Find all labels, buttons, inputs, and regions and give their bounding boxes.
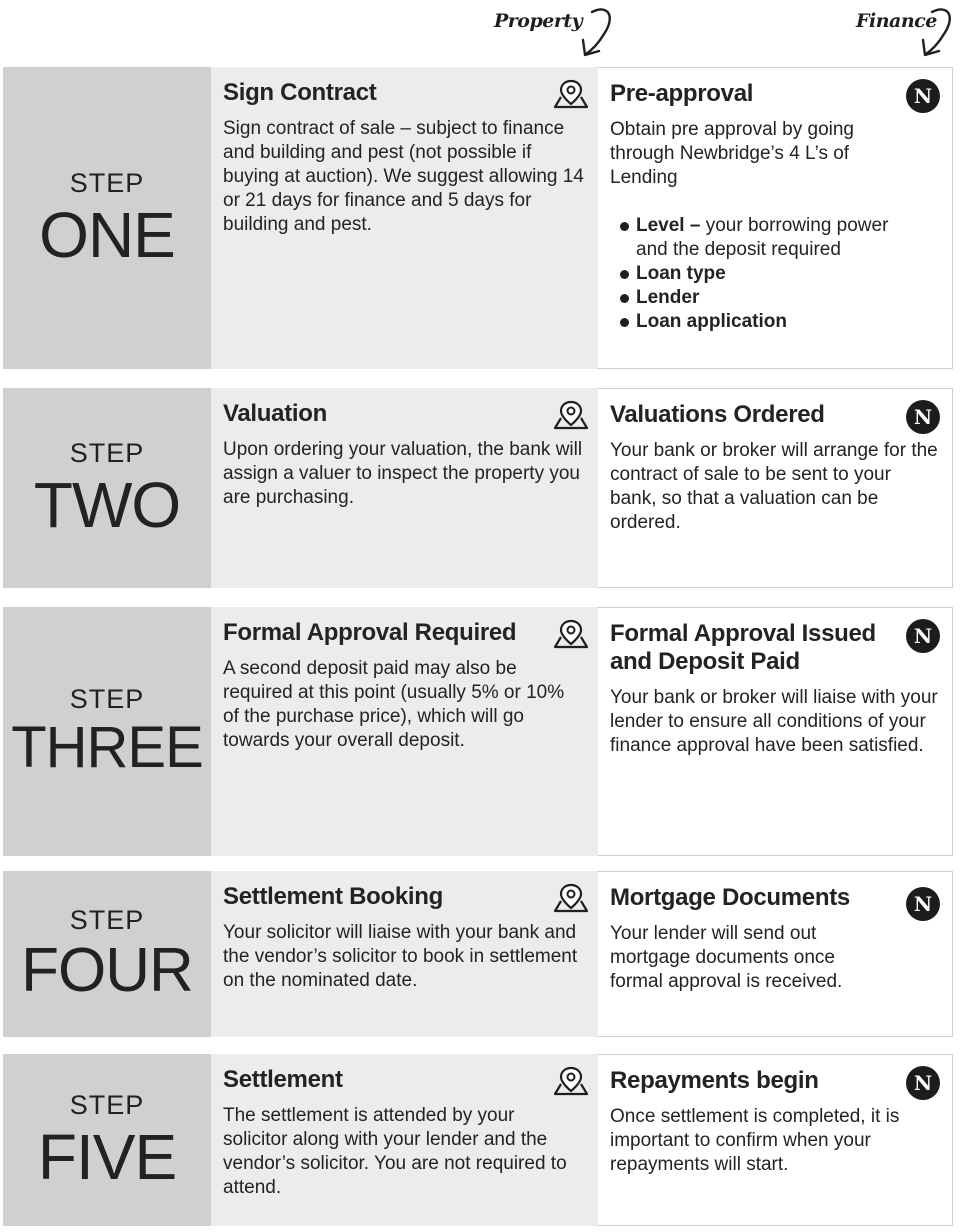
newbridge-logo-icon: N: [906, 619, 940, 653]
step-label: STEP: [69, 167, 145, 198]
property-title: Valuation: [223, 400, 327, 427]
finance-title: [610, 620, 876, 676]
step-label: STEP: [69, 1089, 145, 1120]
property-title: Settlement Booking: [223, 883, 443, 910]
property-panel: [211, 388, 598, 588]
finance-intro: Obtain pre approval by going through Newbridge’s 4 L’s of Lending: [610, 119, 854, 188]
step-row-three: [3, 607, 953, 856]
step-label: STEP: [69, 904, 145, 935]
newbridge-logo-icon: N: [906, 79, 940, 113]
property-description: Upon ordering your valuation, the bank will assign a valuer to inspect the property you are purchasing.: [223, 439, 583, 508]
step-label: STEP: [69, 684, 145, 714]
finance-title: Pre-approval: [610, 80, 754, 107]
list-item: Loan application: [620, 310, 892, 334]
step-label-box: [3, 871, 211, 1037]
newbridge-logo-icon: N: [906, 400, 940, 434]
property-panel: [211, 607, 598, 856]
newbridge-logo-icon: N: [906, 887, 940, 921]
map-pin-icon: [551, 400, 591, 430]
property-description: A second deposit paid may also be required at this point (usually 5% or 10% of the purchase price), which will go towards your overall deposit.: [223, 658, 565, 751]
finance-title: Mortgage Documents: [610, 884, 850, 911]
map-pin-icon: [551, 883, 591, 913]
property-panel: [211, 67, 598, 369]
step-row-five: [3, 1054, 953, 1226]
step-row-one: [3, 67, 953, 369]
finance-panel: [598, 67, 953, 369]
finance-panel: [598, 607, 953, 856]
property-title: Settlement: [223, 1066, 343, 1093]
finance-panel: [598, 871, 953, 1037]
step-label-box: [3, 1054, 211, 1226]
property-title: Formal Approval Required: [223, 619, 517, 646]
property-header-label: Property: [494, 10, 583, 32]
finance-title-line: Formal Approval Issued: [610, 620, 876, 647]
finance-description: Your bank or broker will arrange for the contract of sale to be sent to your bank, so that a valuation can be ordered.: [610, 440, 938, 533]
finance-title: Valuations Ordered: [610, 401, 825, 428]
step-label-box: [3, 388, 211, 588]
finance-description: Once settlement is completed, it is important to confirm when your repayments will start.: [610, 1106, 900, 1175]
property-panel: [211, 871, 598, 1037]
step-row-two: [3, 388, 953, 588]
list-item: Lender: [620, 286, 892, 310]
finance-panel: [598, 388, 953, 588]
newbridge-logo-icon: N: [906, 1066, 940, 1100]
map-pin-icon: [551, 619, 591, 649]
property-description: Your solicitor will liaise with your bank and the vendor’s solicitor to book in settlement on the nominated date.: [223, 922, 578, 991]
property-description: Sign contract of sale – subject to finance and building and pest (not possible if buying at auction). We suggest allowing 14 or 21 days for finance and 5 days for building and pest.: [223, 118, 584, 235]
step-number: THREE: [11, 715, 203, 780]
finance-title: Repayments begin: [610, 1067, 819, 1094]
step-number: FIVE: [37, 1120, 177, 1193]
lending-list: [610, 214, 892, 334]
step-number: FOUR: [21, 935, 193, 1005]
step-number: TWO: [33, 468, 181, 541]
list-item: Loan type: [620, 262, 892, 286]
property-column-header: [494, 4, 624, 60]
finance-description: Your lender will send out mortgage documents once formal approval is received.: [610, 923, 843, 992]
property-panel: [211, 1054, 598, 1226]
finance-column-header: [856, 4, 968, 60]
finance-description: [610, 118, 892, 334]
map-pin-icon: [551, 1066, 591, 1096]
finance-header-label: Finance: [856, 10, 937, 32]
curved-arrow-icon: [578, 4, 618, 60]
map-pin-icon: [551, 79, 591, 109]
property-title: Sign Contract: [223, 79, 377, 106]
step-row-four: [3, 871, 953, 1037]
finance-title-line: and Deposit Paid: [610, 648, 800, 675]
curved-arrow-icon: [918, 4, 958, 60]
property-description: The settlement is attended by your solicitor along with your lender and the vendor’s solicitor. You are not required to attend.: [223, 1105, 567, 1198]
finance-description: Your bank or broker will liaise with your lender to ensure all conditions of your finance approval have been satisfied.: [610, 687, 938, 756]
step-label-box: [3, 67, 211, 369]
step-label: STEP: [69, 437, 145, 468]
finance-panel: [598, 1054, 953, 1226]
step-label-box: [3, 607, 211, 856]
step-number: ONE: [39, 198, 175, 271]
list-item: Level – your borrowing power and the deposit required: [620, 214, 892, 262]
